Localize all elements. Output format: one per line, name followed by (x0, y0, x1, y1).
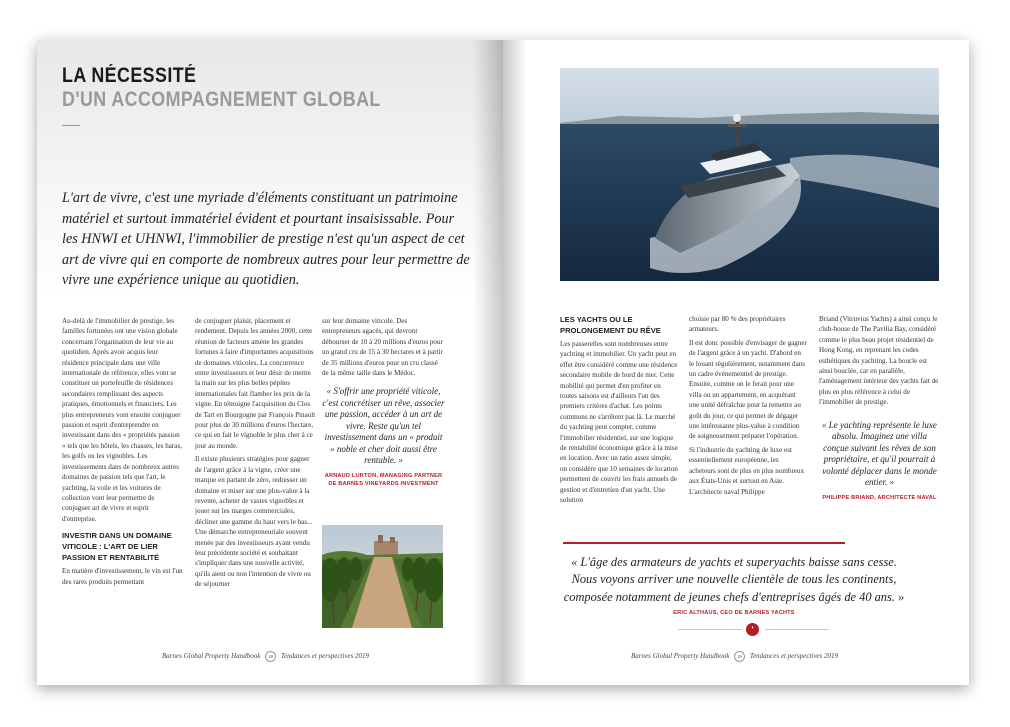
gutter-shadow-left (473, 40, 503, 685)
page-title-line2: D'UN ACCOMPAGNEMENT GLOBAL (62, 88, 381, 111)
body-paragraph: Les passerelles sont nombreuses entre yachting et immobilier. Un yacht peut en effet être considéré comme une résidence secondaire mobile de bord de mer. Cette mobilité qui permet d'en profiter en toutes saisons est d'ailleurs l'un des premiers critères d'achat. Les points communs ne s'arrêtent pas là. Le marché du yachting peut compter, comme l'immobilier résidentiel, sur une logique de rentabilité économique grâce à la mise en location. Avec un ratio assez simple, on considère que 10 semaines de location permettent de couvrir les frais annuels de gestion et d'entretien d'un yacht. Une solution (560, 340, 678, 505)
footer-subtitle: Tendances et perspectives 2019 (280, 652, 370, 661)
body-paragraph: Briand (Vitruvius Yachts) a ainsi conçu le club-house de The Pavilia Bay, considéré comme le plus beau projet résidentiel de Hong Kong, en reprenant les codes esthétiques du yachting. La boucle est ainsi bouclée, car en parallèle, l'aménagement intérieur des yachts fait de plus en plus référence à celui de l'immobilier de prestige. (819, 315, 939, 407)
footer-subtitle: Tendances et perspectives 2019 (749, 652, 839, 661)
page-title-line1: LA NÉCESSITÉ (62, 64, 197, 87)
divider-line (678, 629, 742, 630)
yacht-photo (560, 68, 939, 281)
pull-quote-author: PHILIPPE BRIAND, ARCHITECTE NAVAL (822, 494, 937, 501)
pull-quote: « S'offrir une propriété viticole, c'est concrétiser un rêve, associer une passion, accéder à un art de vivre. Reste qu'un tel investissement dans un « produit » noble et cher doit aussi être rentable. » (322, 386, 445, 466)
gutter-shadow-right (503, 40, 527, 685)
footer-title: Barnes Global Property Handbook (631, 652, 730, 661)
left-column-2 (195, 316, 316, 593)
left-page (37, 40, 503, 685)
body-paragraph: de conjuguer plaisir, placement et rendement. Depuis les années 2000, cette réunion de facteurs amène les grandes fortunes à faire d'importantes acquisitions de domaines viticoles. La concurrence entre investisseurs et leur désir de mettre la main sur les plus belles pépites internationales fait flamber les prix de la vigne. En témoigne l'acquisition du Clos de Tart en Bourgogne par François Pinault pour plus de 30 millions d'euros l'hectare, ce qui en fait le vignoble le plus cher à ce jour au monde. (195, 317, 316, 450)
intro-paragraph: L'art de vivre, c'est une myriade d'éléments constituant un patrimoine matériel et surtout immatériel évident et pourtant insaisissable. Pour les HNWI et UHNWI, l'immobilier de prestige n'est qu'un aspect de cet art de vivre qui en comporte de nombreux autres pour leur permettre de vivre une expérience unique au quotidien. (62, 190, 470, 289)
left-column-1 (62, 316, 184, 590)
vineyard-photo (322, 525, 443, 628)
featured-quote-author: ERIC ALTHAUS, CEO DE BARNES YACHTS (673, 610, 795, 616)
pull-quote: « Le yachting représente le luxe absolu. Imaginez une villa conçue suivant les rêves de son propriétaire, et qu'il pourrait à volonté déplacer dans le monde entier. » (822, 419, 937, 488)
section-heading: INVESTIR DANS UN DOMAINE VITICOLE : L'ART DE LIER PASSION ET RENTABILITÉ (62, 531, 172, 563)
right-column-3 (819, 314, 940, 502)
title-divider (62, 125, 80, 126)
page-number: 29 (734, 651, 745, 662)
body-paragraph: Au-delà de l'immobilier de prestige, les familles fortunées ont une vision globale concernant l'organisation de leur vie au quotidien. Après avoir acquis leur résidence principale dans une ville internationale de référence, elles vont se constituer un portefeuille de résidences secondaires remplissant des aspects pratiques, émotionnels et financiers. Les plus entrepreneurs vont ensuite conjuguer passion et esprit d'entreprendre en investissant dans des « propriétés passion » tels que les hôtels, les chasses, les haras, les golfs ou les vignobles. Les investissements dans de nombreux autres domaines de passion tels que l'art, le yachting, la voile et les voitures de collection vont leur permettre de conjuguer art de vivre et esprit d'entreprise. (62, 317, 182, 523)
right-column-1 (560, 314, 678, 509)
pull-quote-author: ARNAUD LURTON, MANAGING PARTNER DE BARNES VINEYARDS INVESTMENT (324, 472, 443, 487)
divider-line (765, 629, 829, 630)
quote-accent-rule (563, 542, 845, 544)
body-paragraph: sur leur domaine viticole. Des entrepreneurs agacés, qui devront débourser de 10 à 20 millions d'euros pour un grand cru de 15 à 30 hectares et à partir de 35 millions d'euros pour un cru classé de la même taille dans le Médoc. (322, 317, 443, 378)
footer-title: Barnes Global Property Handbook (162, 652, 261, 661)
speech-bubble-icon: ❛ (746, 623, 759, 636)
right-page (503, 40, 969, 685)
featured-quote: « L'âge des armateurs de yachts et superyachts baisse sans cesse. Nous voyons arriver une nouvelle clientèle de tous les continents, composée notamment de jeunes chefs d'entreprises âgés de 40 ans. » (563, 555, 905, 604)
right-column-2 (689, 314, 807, 500)
body-paragraph: choisie par 80 % des propriétaires armateurs. (689, 315, 786, 334)
body-paragraph: Il est donc possible d'envisager de gagner de l'argent grâce à un yacht. D'abord en le louant régulièrement, notamment dans un cadre événementiel de prestige. Ensuite, comme on le ferait pour une villa ou un appartement, en acquérant une unité défraîchie pour la remettre au goût du jour, ce qui permet de dégager une intéressante plus-value à condition de soigneusement préparer l'opération. (689, 338, 807, 441)
body-paragraph: Si l'industrie du yachting de luxe est essentiellement européenne, les acheteurs sont de plus en plus nombreux aux États-Unis et surtout en Asie. L'architecte naval Philippe (689, 445, 805, 496)
page-number: 28 (265, 651, 276, 662)
page-footer-left (162, 651, 369, 662)
body-paragraph: En matière d'investissement, le vin est l'un des rares produits permettant (62, 567, 183, 586)
vineyard-image (322, 525, 443, 628)
left-column-3 (322, 316, 445, 488)
yacht-image (560, 68, 939, 281)
magazine-spread (37, 40, 969, 685)
body-paragraph: Il existe plusieurs stratégies pour gagner de l'argent grâce à la vigne, créer une marque en partant de zéro, redresser un domaine et miser sur une plus-value à la revente, acheter de vastes vignobles et jouer sur les marges commerciales, décliner une gamme du haut vers le bas... Une démarche entrepreneuriale souvent menée par des investisseurs ayant vendu leur précédente société et souhaitant s'impliquer dans une nouvelle activité, qu'ils aient ou non l'intention de vivre ou de séjourner (195, 455, 313, 589)
page-footer-right (631, 651, 838, 662)
section-heading: LES YACHTS OU LE PROLONGEMENT DU RÊVE (560, 315, 661, 335)
